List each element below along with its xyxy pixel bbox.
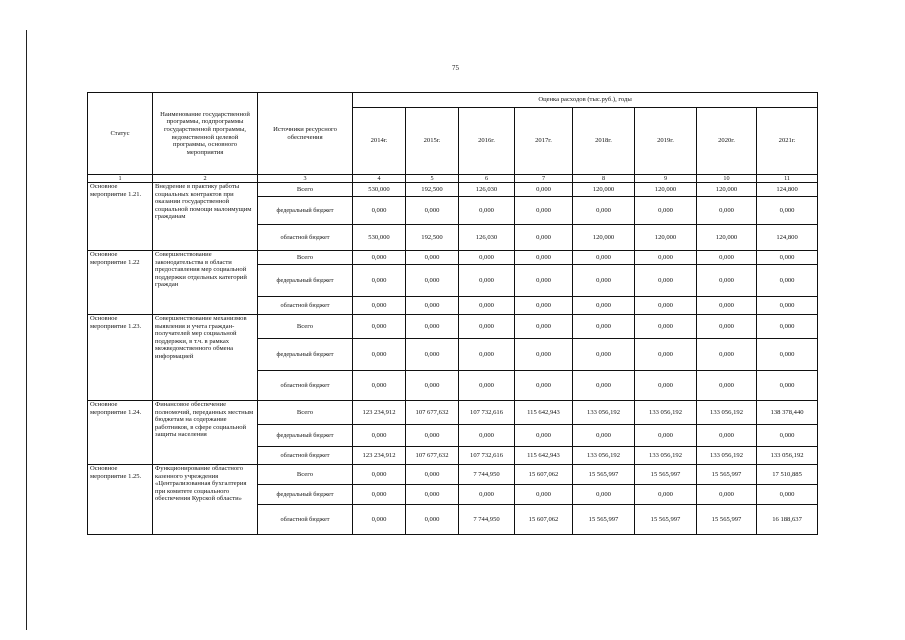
- value-cell: 0,000: [406, 315, 459, 339]
- value-cell: 0,000: [515, 197, 573, 225]
- value-cell: 0,000: [757, 297, 818, 315]
- value-cell: 133 056,192: [697, 447, 757, 465]
- source-cell: областной бюджет: [258, 447, 353, 465]
- header-year: 2020г.: [697, 108, 757, 175]
- value-cell: 120,000: [697, 183, 757, 197]
- value-cell: 0,000: [757, 251, 818, 265]
- value-cell: 0,000: [697, 197, 757, 225]
- value-cell: 0,000: [697, 315, 757, 339]
- value-cell: 0,000: [406, 339, 459, 371]
- value-cell: 0,000: [757, 315, 818, 339]
- value-cell: 107 732,616: [459, 401, 515, 425]
- header-year: 2015г.: [406, 108, 459, 175]
- status-cell: Основное мероприятие 1.21.: [88, 183, 153, 251]
- measure-name-cell: Совершенствование законодательства в области предоставления мер социальной поддержки отдельных категорий граждан: [153, 251, 258, 315]
- column-number: 10: [697, 175, 757, 183]
- value-cell: 0,000: [573, 485, 635, 505]
- source-cell: областной бюджет: [258, 371, 353, 401]
- value-cell: 0,000: [459, 251, 515, 265]
- header-year: 2017г.: [515, 108, 573, 175]
- source-cell: Всего: [258, 465, 353, 485]
- column-number: 9: [635, 175, 697, 183]
- value-cell: 15 565,997: [697, 465, 757, 485]
- status-cell: Основное мероприятие 1.22: [88, 251, 153, 315]
- status-cell: Основное мероприятие 1.25.: [88, 465, 153, 535]
- column-number: 6: [459, 175, 515, 183]
- value-cell: 138 378,440: [757, 401, 818, 425]
- source-cell: федеральный бюджет: [258, 197, 353, 225]
- table-row: [88, 465, 818, 485]
- value-cell: 0,000: [353, 465, 406, 485]
- column-number: 7: [515, 175, 573, 183]
- status-cell: Основное мероприятие 1.23.: [88, 315, 153, 401]
- column-number: 5: [406, 175, 459, 183]
- value-cell: 0,000: [459, 265, 515, 297]
- value-cell: 0,000: [573, 371, 635, 401]
- table-row: [88, 251, 818, 265]
- value-cell: 0,000: [635, 339, 697, 371]
- column-number: 1: [88, 175, 153, 183]
- value-cell: 0,000: [406, 485, 459, 505]
- value-cell: 15 607,062: [515, 505, 573, 535]
- table-row: [88, 401, 818, 425]
- source-cell: Всего: [258, 401, 353, 425]
- value-cell: 0,000: [573, 251, 635, 265]
- source-cell: Всего: [258, 251, 353, 265]
- value-cell: 0,000: [757, 339, 818, 371]
- value-cell: 0,000: [757, 197, 818, 225]
- value-cell: 0,000: [635, 265, 697, 297]
- value-cell: 0,000: [515, 315, 573, 339]
- value-cell: 0,000: [635, 315, 697, 339]
- value-cell: 7 744,950: [459, 505, 515, 535]
- value-cell: 120,000: [697, 225, 757, 251]
- value-cell: 133 056,192: [573, 401, 635, 425]
- value-cell: 133 056,192: [573, 447, 635, 465]
- value-cell: 0,000: [635, 251, 697, 265]
- value-cell: 0,000: [635, 197, 697, 225]
- value-cell: 0,000: [406, 197, 459, 225]
- value-cell: 0,000: [757, 485, 818, 505]
- value-cell: 124,800: [757, 183, 818, 197]
- value-cell: 0,000: [459, 339, 515, 371]
- value-cell: 107 732,616: [459, 447, 515, 465]
- value-cell: 0,000: [757, 425, 818, 447]
- value-cell: 7 744,950: [459, 465, 515, 485]
- source-cell: федеральный бюджет: [258, 485, 353, 505]
- value-cell: 120,000: [573, 183, 635, 197]
- header-year: 2014г.: [353, 108, 406, 175]
- value-cell: 0,000: [757, 265, 818, 297]
- page-number: 75: [452, 64, 459, 72]
- value-cell: 124,800: [757, 225, 818, 251]
- value-cell: 0,000: [573, 297, 635, 315]
- value-cell: 0,000: [515, 425, 573, 447]
- value-cell: 0,000: [406, 465, 459, 485]
- value-cell: 0,000: [353, 197, 406, 225]
- value-cell: 0,000: [697, 265, 757, 297]
- value-cell: 0,000: [353, 485, 406, 505]
- value-cell: 0,000: [573, 197, 635, 225]
- value-cell: 0,000: [515, 265, 573, 297]
- value-cell: 0,000: [635, 297, 697, 315]
- measure-name-cell: Внедрение в практику работы социальных контрактов при оказании государственной социальной помощи малоимущим гражданам: [153, 183, 258, 251]
- value-cell: 0,000: [697, 485, 757, 505]
- value-cell: 0,000: [515, 251, 573, 265]
- value-cell: 0,000: [573, 265, 635, 297]
- table-row: [88, 315, 818, 339]
- source-cell: федеральный бюджет: [258, 339, 353, 371]
- value-cell: 15 565,997: [635, 505, 697, 535]
- source-cell: федеральный бюджет: [258, 265, 353, 297]
- value-cell: 0,000: [515, 183, 573, 197]
- value-cell: 120,000: [635, 225, 697, 251]
- value-cell: 0,000: [697, 339, 757, 371]
- header-estimate: Оценка расходов (тыс.руб.), годы: [353, 93, 818, 108]
- value-cell: 0,000: [406, 425, 459, 447]
- measure-name-cell: Функционирование областного казенного учреждения «Централизованная бухгалтерия при комитете социального обеспечения Курской области»: [153, 465, 258, 535]
- header-year: 2021г.: [757, 108, 818, 175]
- value-cell: 0,000: [353, 505, 406, 535]
- value-cell: 0,000: [515, 485, 573, 505]
- column-number: 4: [353, 175, 406, 183]
- source-cell: областной бюджет: [258, 297, 353, 315]
- value-cell: 126,030: [459, 183, 515, 197]
- value-cell: 0,000: [353, 265, 406, 297]
- value-cell: 120,000: [635, 183, 697, 197]
- value-cell: 123 234,912: [353, 401, 406, 425]
- column-number: 8: [573, 175, 635, 183]
- header-status: Статус: [88, 93, 153, 175]
- source-cell: областной бюджет: [258, 225, 353, 251]
- measure-name-cell: Финансовое обеспечение полномочий, переданных местным бюджетам на содержание работников, в сфере социальной защиты населения: [153, 401, 258, 465]
- source-cell: областной бюджет: [258, 505, 353, 535]
- header-year: 2016г.: [459, 108, 515, 175]
- value-cell: 0,000: [697, 425, 757, 447]
- value-cell: 192,500: [406, 183, 459, 197]
- value-cell: 0,000: [406, 251, 459, 265]
- value-cell: 107 677,632: [406, 447, 459, 465]
- value-cell: 115 642,943: [515, 401, 573, 425]
- value-cell: 0,000: [353, 315, 406, 339]
- value-cell: 123 234,912: [353, 447, 406, 465]
- header-name: Наименование государственной программы, подпрограммы государственной программы, ведомственной целевой программы, основного мероприятия: [153, 93, 258, 175]
- value-cell: 16 188,637: [757, 505, 818, 535]
- table-row: [88, 183, 818, 197]
- value-cell: 15 565,997: [573, 465, 635, 485]
- value-cell: 0,000: [353, 371, 406, 401]
- header-year: 2019г.: [635, 108, 697, 175]
- column-number: 11: [757, 175, 818, 183]
- value-cell: 0,000: [515, 225, 573, 251]
- value-cell: 0,000: [406, 297, 459, 315]
- value-cell: 530,000: [353, 225, 406, 251]
- value-cell: 0,000: [459, 485, 515, 505]
- value-cell: 15 607,062: [515, 465, 573, 485]
- value-cell: 0,000: [406, 371, 459, 401]
- column-number: 2: [153, 175, 258, 183]
- value-cell: 530,000: [353, 183, 406, 197]
- value-cell: 0,000: [573, 425, 635, 447]
- value-cell: 0,000: [697, 371, 757, 401]
- budget-table: [87, 92, 818, 535]
- header-year: 2018г.: [573, 108, 635, 175]
- value-cell: 0,000: [353, 425, 406, 447]
- value-cell: 0,000: [697, 297, 757, 315]
- value-cell: 126,030: [459, 225, 515, 251]
- value-cell: 120,000: [573, 225, 635, 251]
- value-cell: 0,000: [573, 315, 635, 339]
- value-cell: 133 056,192: [697, 401, 757, 425]
- header-sources: Источники ресурсного обеспечения: [258, 93, 353, 175]
- source-cell: Всего: [258, 183, 353, 197]
- status-cell: Основное мероприятие 1.24.: [88, 401, 153, 465]
- value-cell: 133 056,192: [635, 401, 697, 425]
- column-number: 3: [258, 175, 353, 183]
- source-cell: федеральный бюджет: [258, 425, 353, 447]
- value-cell: 0,000: [515, 339, 573, 371]
- value-cell: 0,000: [515, 297, 573, 315]
- value-cell: 0,000: [635, 371, 697, 401]
- value-cell: 0,000: [459, 425, 515, 447]
- value-cell: 0,000: [353, 297, 406, 315]
- value-cell: 0,000: [459, 297, 515, 315]
- value-cell: 0,000: [459, 197, 515, 225]
- value-cell: 0,000: [459, 315, 515, 339]
- value-cell: 15 565,997: [573, 505, 635, 535]
- scan-edge-line: [26, 30, 27, 630]
- value-cell: 0,000: [459, 371, 515, 401]
- value-cell: 0,000: [406, 505, 459, 535]
- measure-name-cell: Совершенствование механизмов выявления и учета граждан-получателей мер социальной поддержки, в т.ч. в рамках межведомственного обмена информацией: [153, 315, 258, 401]
- value-cell: 0,000: [406, 265, 459, 297]
- value-cell: 17 510,885: [757, 465, 818, 485]
- value-cell: 133 056,192: [757, 447, 818, 465]
- source-cell: Всего: [258, 315, 353, 339]
- value-cell: 0,000: [515, 371, 573, 401]
- value-cell: 0,000: [635, 425, 697, 447]
- value-cell: 0,000: [697, 251, 757, 265]
- value-cell: 133 056,192: [635, 447, 697, 465]
- value-cell: 15 565,997: [697, 505, 757, 535]
- value-cell: 0,000: [573, 339, 635, 371]
- value-cell: 192,500: [406, 225, 459, 251]
- value-cell: 0,000: [353, 339, 406, 371]
- value-cell: 0,000: [757, 371, 818, 401]
- value-cell: 115 642,943: [515, 447, 573, 465]
- value-cell: 0,000: [635, 485, 697, 505]
- value-cell: 0,000: [353, 251, 406, 265]
- value-cell: 107 677,632: [406, 401, 459, 425]
- value-cell: 15 565,997: [635, 465, 697, 485]
